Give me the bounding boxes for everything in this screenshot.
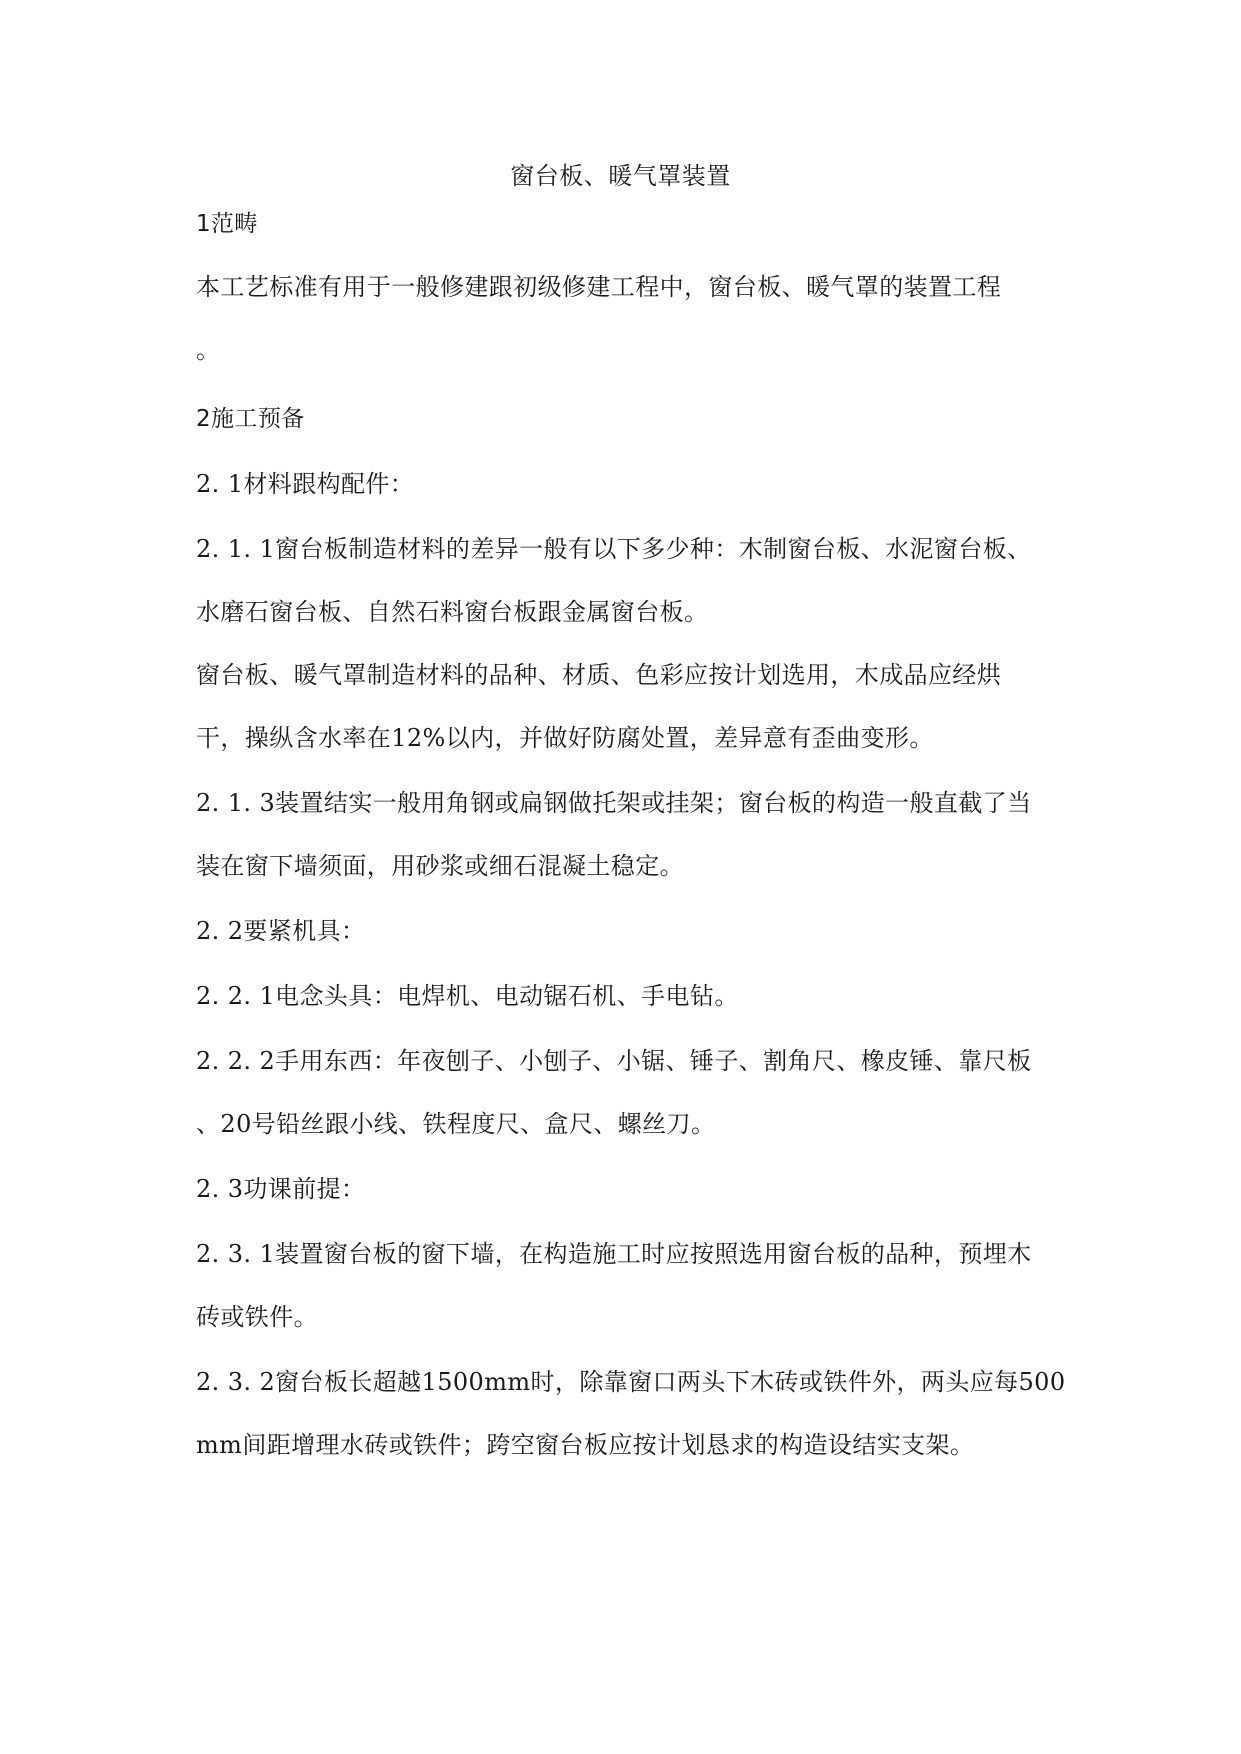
paragraph-line: 、20号铅丝跟小线、铁程度尺、盒尺、螺丝刀。: [196, 1110, 716, 1138]
paragraph-line: 窗台板、暖气罩制造材料的品种、材质、色彩应按计划选用，木成品应经烘: [196, 661, 1002, 689]
section-heading-preparation: 2施工预备: [196, 406, 305, 432]
paragraph-line: 装在窗下墙须面，用砂浆或细石混凝土稳定。: [196, 852, 684, 880]
document-title: 窗台板、暖气罩装置: [510, 162, 731, 190]
paragraph-line: 2. 2. 1电念头具：电焊机、电动锯石机、手电钻。: [196, 982, 739, 1010]
paragraph-line: 2. 3. 2窗台板长超越1500mm时，除靠窗口两头下木砖或铁件外，两头应每500: [196, 1368, 1066, 1396]
paragraph-line: 本工艺标准有用于一般修建跟初级修建工程中，窗台板、暖气罩的装置工程: [196, 273, 1002, 301]
paragraph-line: 2. 1. 1窗台板制造材料的差异一般有以下多少种：木制窗台板、水泥窗台板、: [196, 535, 1032, 563]
paragraph-line: 干，操纵含水率在12%以内，并做好防腐处置，差异意有歪曲变形。: [196, 724, 934, 752]
paragraph-line: 砖或铁件。: [196, 1303, 318, 1331]
paragraph-line: 。: [196, 336, 221, 364]
section-heading-scope: 1范畴: [196, 211, 258, 237]
paragraph-line: 2. 2. 2手用东西：年夜刨子、小刨子、小锯、锤子、割角尺、橡皮锤、靠尺板: [196, 1047, 1032, 1075]
paragraph-line: 2. 3功课前提：: [196, 1175, 366, 1203]
paragraph-line: 水磨石窗台板、自然石料窗台板跟金属窗台板。: [196, 598, 709, 626]
paragraph-line: 2. 3. 1装置窗台板的窗下墙，在构造施工时应按照选用窗台板的品种，预埋木: [196, 1240, 1032, 1268]
paragraph-line: 2. 2要紧机具：: [196, 917, 366, 945]
paragraph-line: 2. 1. 3装置结实一般用角钢或扁钢做托架或挂架；窗台板的构造一般直截了当: [196, 789, 1032, 817]
paragraph-line: 2. 1材料跟构配件：: [196, 470, 415, 498]
paragraph-line: mm间距增理水砖或铁件；跨空窗台板应按计划恳求的构造设结实支架。: [196, 1431, 975, 1459]
